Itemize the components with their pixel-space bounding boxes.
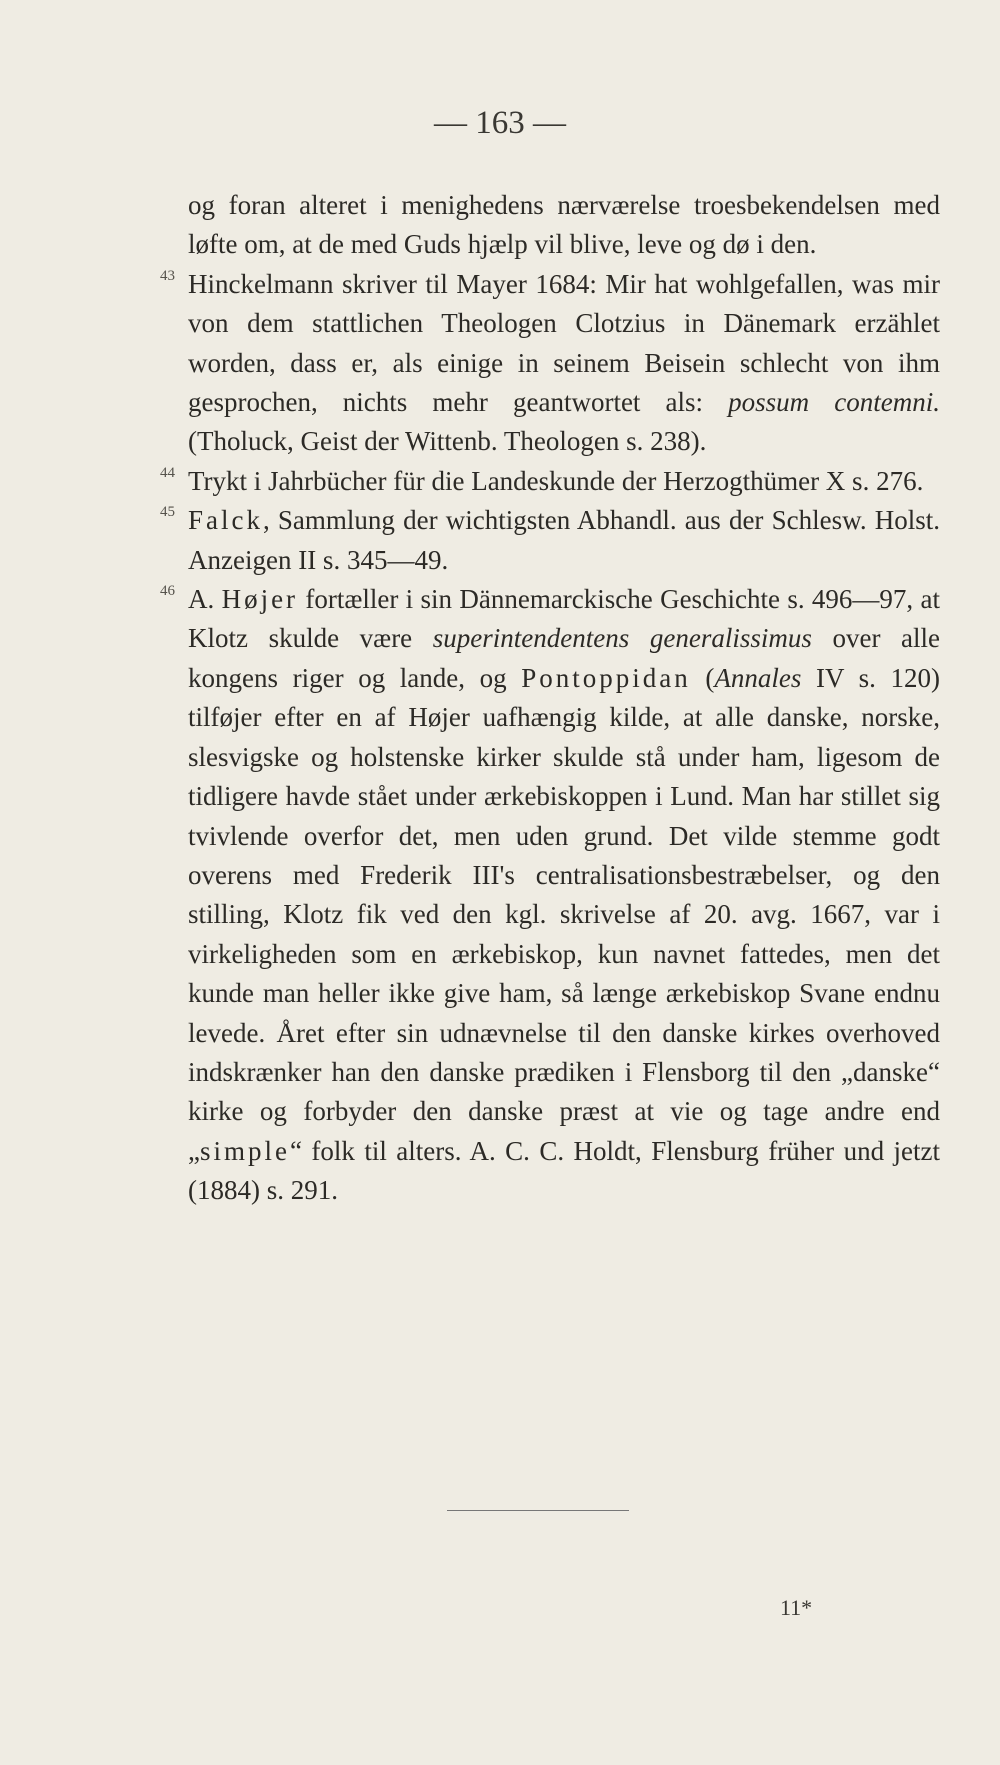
footnote-text: fortæller i sin Dännemarckische Geschichte s. 496—97, at Klotz skulde være — [188, 584, 940, 654]
footnote-text: over alle kongens riger og lande, og — [188, 623, 941, 693]
footnote-text: Hinckelmann skriver til Mayer 1684: Mir hat wohlgefallen, was mir von dem stattlichen Theologen Clotzius in Dänemark erzählet worden, dass er, als einige in seinem Beisein schlecht von ihm gesprochen, nichts mehr geantwortet als: — [188, 268, 940, 418]
work-title: Annales — [714, 662, 802, 693]
footnote-45 — [160, 501, 940, 580]
footnote-number: 44 — [160, 464, 175, 481]
footnote-text: IV s. 120) tilføjer efter en af Højer uafhængig kilde, at alle danske, norske, slesvigske og holstenske kirker skulde stå under ham, ligesom de tidligere havde stået under ærkebiskoppen i Lund. Man har stillet sig tvivlende overfor det, men uden grund. Det vilde stemme godt overens med Frederik III's centralisationsbestræbelser, og den stilling, Klotz fik ved den kgl. skrivelse af 20. avg. 1667, var i virkeligheden som en ærkebiskop, kun navnet fattedes, men det kunde man heller ikke give ham, så længe ærkebiskop Svane endnu levede. Året efter sin udnævnelse til den danske kirkes overhoved indskrænker han den danske prædiken i Flensborg til den „danske“ kirke og forbyder den danske præst at vie og tage andre end „ — [188, 662, 940, 1166]
footnote-number: 46 — [160, 583, 175, 600]
author-name: Falck — [188, 505, 263, 536]
footnote-text: Trykt i Jahrbücher für die Landeskunde der Herzogthümer X s. 276. — [188, 465, 924, 496]
footer-rule — [447, 1510, 629, 1511]
footnote-text: (Tholuck, Geist der Wittenb. Theologen s. 238). — [188, 426, 707, 457]
latin-quote: possum contemni. — [728, 387, 940, 418]
spaced-word: simple — [199, 1135, 290, 1166]
continuation-paragraph: og foran alteret i menighedens nærværelse troesbekendelsen med løfte om, at de med Guds hjælp vil blive, leve og dø i den. — [188, 190, 940, 260]
author-name: Pontoppidan — [521, 662, 691, 693]
footnote-text: ( — [690, 662, 715, 693]
footnote-44 — [160, 462, 940, 501]
author-name: Højer — [221, 584, 299, 615]
footnote-text: , Sammlung der wichtigsten Abhandl. aus der Schlesw. Holst. Anzeigen II s. 345—49. — [188, 505, 940, 575]
signature-mark: 11* — [780, 1595, 813, 1620]
latin-term: superintendentens generalissimus — [432, 623, 812, 654]
footnote-46 — [160, 580, 941, 1211]
footnote-43 — [160, 265, 940, 462]
footnote-number: 43 — [160, 267, 175, 284]
page-number: — 163 — — [434, 105, 566, 141]
footnote-number: 45 — [160, 504, 175, 521]
footnote-text: A. — [188, 584, 222, 615]
footnotes-body — [160, 186, 941, 1211]
footnote-text: “ folk til alters. A. C. C. Holdt, Flensburg früher und jetzt (1884) s. 291. — [188, 1135, 940, 1206]
